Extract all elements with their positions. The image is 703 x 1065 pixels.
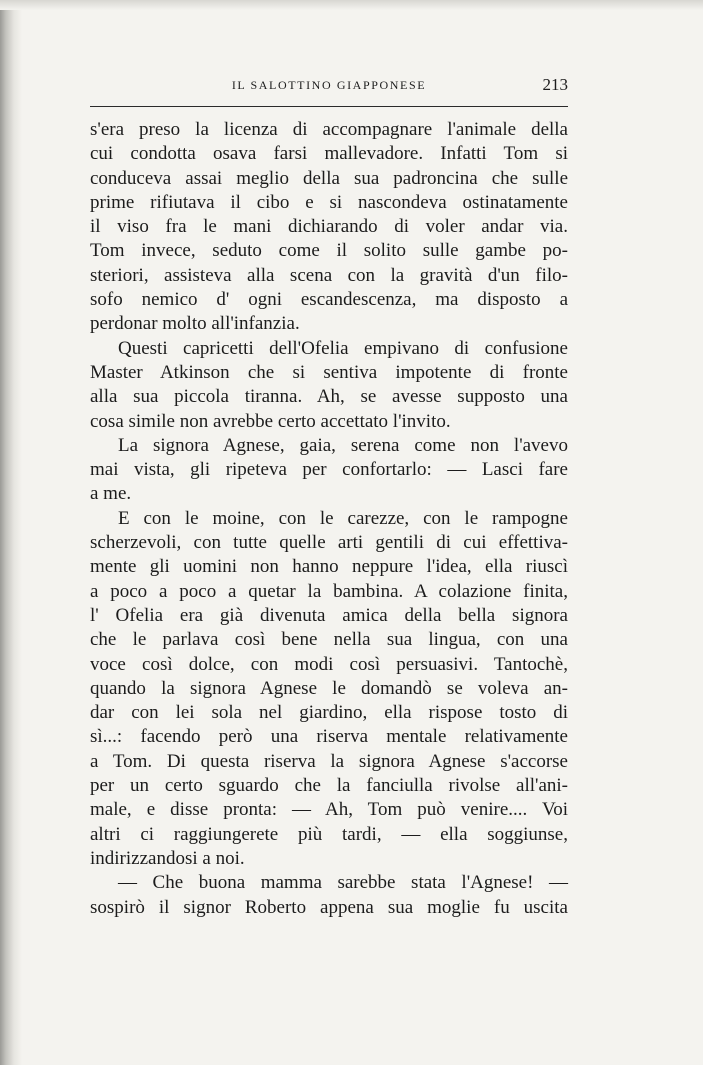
- text-line: dar con lei sola nel giardino, ella rispose tosto di: [90, 702, 568, 724]
- text-line: conduceva assai meglio della sua padroncina che sulle: [90, 167, 568, 189]
- scan-shadow-top: [0, 0, 703, 10]
- text-line: male, e disse pronta: — Ah, Tom può venire.... Voi: [90, 799, 568, 821]
- text-line: a me.: [90, 483, 132, 505]
- text-line: a poco a poco a quetar la bambina. A colazione finita,: [90, 580, 568, 602]
- scan-shadow-edge: [0, 0, 22, 1065]
- text-line: voce così dolce, con modi così persuasivi. Tantochè,: [90, 653, 568, 675]
- text-line: cosa simile non avrebbe certo accettato l'invito.: [90, 410, 451, 432]
- text-line: altri ci raggiungerete più tardi, — ella soggiunse,: [90, 823, 568, 845]
- text-line: sofo nemico d' ogni escandescenza, ma disposto a: [90, 289, 568, 311]
- text-line: per un certo sguardo che la fanciulla rivolse all'ani-: [90, 775, 568, 797]
- text-line: quando la signora Agnese le domandò se voleva an-: [90, 677, 568, 699]
- text-line: mente gli uomini non hanno neppure l'idea, ella riuscì: [90, 556, 568, 578]
- text-line: E con le moine, con le carezze, con le rampogne: [118, 507, 568, 529]
- text-line: alla sua piccola tiranna. Ah, se avesse supposto una: [90, 386, 568, 408]
- header-rule: [90, 106, 568, 107]
- text-line: a Tom. Di questa riserva la signora Agnese s'accorse: [90, 750, 568, 772]
- text-line: sì...: facendo però una riserva mentale relativamente: [90, 726, 568, 748]
- text-line: scherzevoli, con tutte quelle arti gentili di cui effettiva-: [90, 532, 568, 554]
- text-line: il viso fra le mani dichiarando di voler andar via.: [90, 216, 568, 238]
- text-line: cui condotta osava farsi mallevadore. Infatti Tom si: [90, 143, 568, 165]
- text-line: Tom invece, seduto come il solito sulle gambe po-: [90, 240, 568, 262]
- text-line: perdonar molto all'infanzia.: [90, 313, 300, 335]
- text-line: La signora Agnese, gaia, serena come non l'avevo: [118, 434, 568, 456]
- text-line: mai vista, gli ripeteva per confortarlo: — Lasci fare: [90, 459, 568, 481]
- page-number: 213: [542, 75, 568, 94]
- text-line: Master Atkinson che si sentiva impotente di fronte: [90, 361, 568, 383]
- text-line: l' Ofelia era già divenuta amica della bella signora: [90, 604, 568, 626]
- running-head: [90, 74, 568, 98]
- running-title: IL SALOTTINO GIAPPONESE: [231, 78, 427, 92]
- text-line: Questi capricetti dell'Ofelia empivano di confusione: [118, 337, 568, 359]
- text-line: steriori, assisteva alla scena con la gravità d'un filo-: [90, 264, 568, 286]
- text-line: sospirò il signor Roberto appena sua moglie fu uscita: [90, 896, 568, 918]
- text-line: prime rifiutava il cibo e si nascondeva ostinatamente: [90, 191, 568, 213]
- text-line: s'era preso la licenza di accompagnare l'animale della: [90, 119, 568, 140]
- text-line: che le parlava così bene nella sua lingua, con una: [90, 629, 568, 651]
- text-line: — Che buona mamma sarebbe stata l'Agnese! —: [118, 872, 568, 894]
- text-line: indirizzandosi a noi.: [90, 847, 245, 869]
- body-text: [90, 118, 568, 920]
